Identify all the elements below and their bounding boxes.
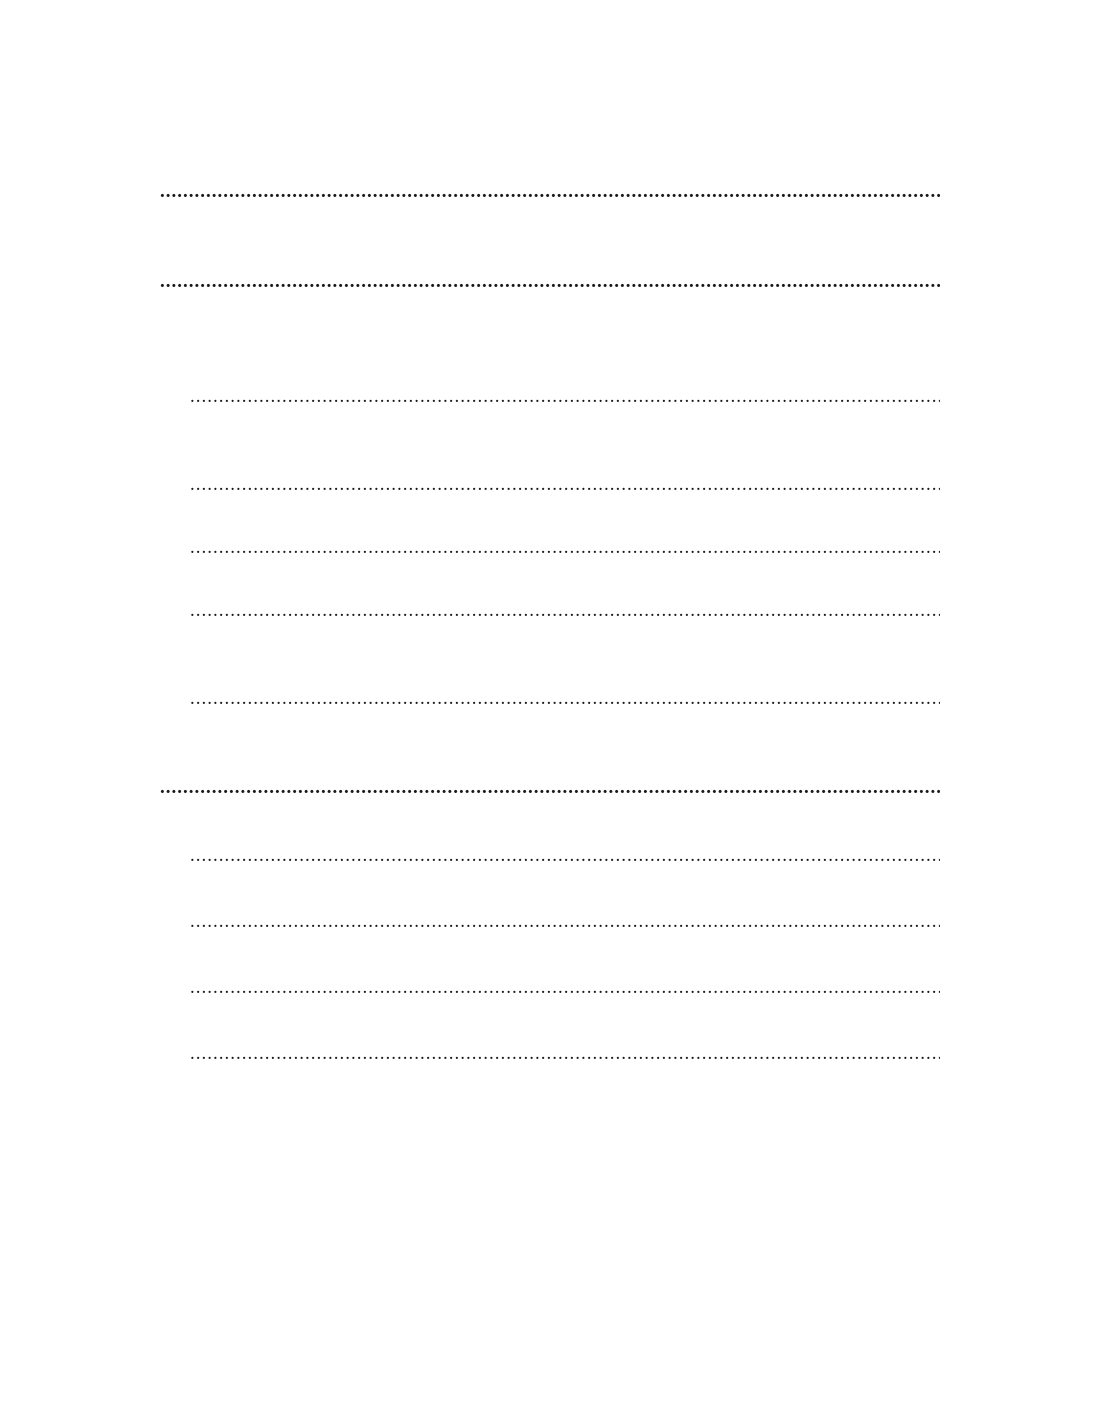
entry-line — [157, 447, 943, 472]
toc-entry — [157, 573, 943, 623]
entry-line-final — [157, 843, 943, 868]
leader-dots — [160, 775, 940, 801]
toc-entry — [157, 946, 943, 1000]
table-of-contents — [157, 120, 943, 1066]
entry-line — [157, 359, 943, 384]
entry-line — [157, 573, 943, 598]
entry-line — [157, 334, 943, 359]
entry-line — [157, 1012, 943, 1037]
leader-dots — [190, 472, 940, 497]
toc-entry — [157, 880, 943, 934]
entry-line-final — [157, 472, 943, 497]
entry-line — [157, 661, 943, 686]
entry-line-final — [157, 975, 943, 1000]
entry-line-final — [157, 909, 943, 934]
leader-dots — [190, 686, 940, 711]
chapter-vi — [157, 153, 943, 205]
chapter-vii — [157, 243, 943, 711]
toc-entry — [157, 309, 943, 409]
entry-line — [157, 880, 943, 905]
entry-line-final — [157, 686, 943, 711]
leader-dots — [190, 843, 940, 868]
entry-line — [157, 422, 943, 447]
entry-line — [157, 946, 943, 971]
leader-dots — [190, 535, 940, 560]
chapter-title-entry — [157, 775, 943, 801]
leader-dots — [190, 1041, 940, 1066]
leader-dots — [160, 179, 940, 205]
toc-entry — [157, 636, 943, 711]
chapter-title-entry — [157, 179, 943, 205]
leader-dots — [190, 909, 940, 934]
entry-line-final — [157, 384, 943, 409]
leader-dots — [190, 598, 940, 623]
entry-line-final — [157, 1041, 943, 1066]
entry-line-final — [157, 598, 943, 623]
chapter-viii — [157, 749, 943, 1066]
toc-entry — [157, 814, 943, 868]
toc-entry — [157, 422, 943, 497]
entry-line-final — [157, 535, 943, 560]
entry-line — [157, 814, 943, 839]
leader-dots — [190, 384, 940, 409]
leader-dots — [190, 975, 940, 1000]
chapter-label — [157, 749, 943, 775]
leader-dots — [160, 269, 940, 295]
chapter-title-entry — [157, 269, 943, 295]
entry-line — [157, 309, 943, 334]
entry-line — [157, 510, 943, 535]
toc-entry — [157, 510, 943, 560]
chapter-label — [157, 243, 943, 269]
chapter-label — [157, 153, 943, 179]
entry-line — [157, 636, 943, 661]
toc-entry — [157, 1012, 943, 1066]
